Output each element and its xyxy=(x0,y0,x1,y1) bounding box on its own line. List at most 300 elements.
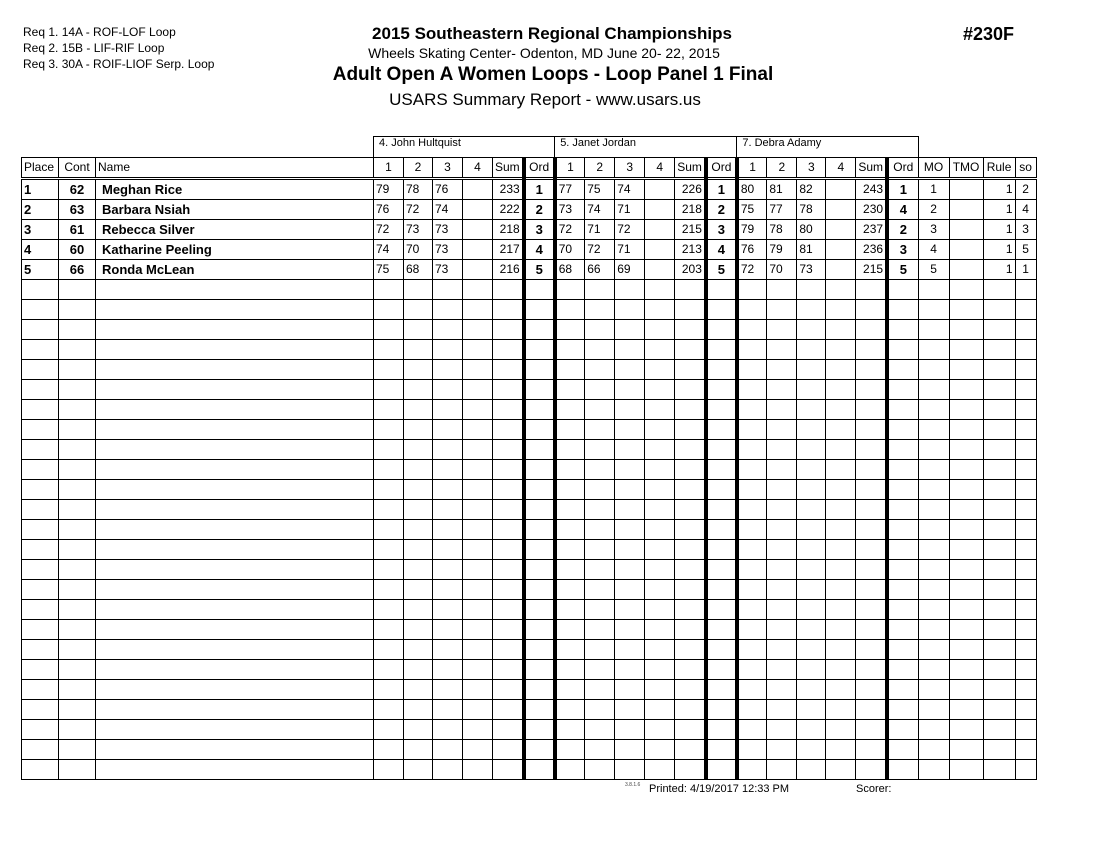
empty-cell xyxy=(585,360,615,380)
empty-cell xyxy=(374,640,404,660)
score-3-cell: 72 xyxy=(615,220,645,240)
empty-cell xyxy=(706,440,737,460)
empty-cell xyxy=(645,680,675,700)
empty-cell xyxy=(856,500,887,520)
empty-cell xyxy=(374,600,404,620)
empty-cell xyxy=(524,720,555,740)
skater-name-cell: Katharine Peeling xyxy=(96,240,374,260)
col-mo: MO xyxy=(918,158,949,179)
empty-cell xyxy=(96,440,374,460)
empty-cell xyxy=(949,360,983,380)
empty-cell xyxy=(645,600,675,620)
sum-cell: 215 xyxy=(856,260,887,280)
empty-cell xyxy=(59,520,96,540)
score-3-cell: 74 xyxy=(433,200,463,220)
score-3-cell: 73 xyxy=(433,240,463,260)
empty-cell xyxy=(856,400,887,420)
empty-cell xyxy=(374,740,404,760)
empty-cell xyxy=(706,660,737,680)
empty-cell xyxy=(856,440,887,460)
empty-cell xyxy=(433,320,463,340)
empty-cell xyxy=(856,460,887,480)
empty-cell xyxy=(555,460,585,480)
empty-cell xyxy=(887,460,918,480)
so-cell: 5 xyxy=(1015,240,1036,260)
empty-cell xyxy=(826,640,856,660)
empty-cell xyxy=(59,580,96,600)
empty-cell xyxy=(555,520,585,540)
empty-cell xyxy=(463,440,493,460)
sum-cell: 203 xyxy=(675,260,706,280)
empty-cell xyxy=(59,300,96,320)
empty-cell xyxy=(374,360,404,380)
empty-cell xyxy=(797,680,826,700)
mo-cell: 1 xyxy=(918,179,949,200)
score-1-cell: 79 xyxy=(374,179,404,200)
score-4-cell xyxy=(645,220,675,240)
score-3-cell: 82 xyxy=(797,179,826,200)
j3-col-2: 2 xyxy=(767,158,797,179)
empty-cell xyxy=(918,680,949,700)
empty-cell xyxy=(433,460,463,480)
blank-table-row xyxy=(22,300,1037,320)
score-1-cell: 72 xyxy=(374,220,404,240)
empty-cell xyxy=(493,320,524,340)
empty-cell xyxy=(96,700,374,720)
score-1-cell: 80 xyxy=(737,179,767,200)
empty-cell xyxy=(706,640,737,660)
empty-cell xyxy=(615,440,645,460)
empty-cell xyxy=(645,660,675,680)
empty-cell xyxy=(983,420,1015,440)
empty-cell xyxy=(59,360,96,380)
score-1-cell: 72 xyxy=(555,220,585,240)
empty-cell xyxy=(374,560,404,580)
column-header-row xyxy=(22,158,1037,179)
mo-cell: 2 xyxy=(918,200,949,220)
empty-cell xyxy=(493,280,524,300)
empty-cell xyxy=(433,500,463,520)
empty-cell xyxy=(797,420,826,440)
empty-cell xyxy=(949,460,983,480)
tmo-cell xyxy=(949,260,983,280)
empty-cell xyxy=(826,600,856,620)
empty-cell xyxy=(767,460,797,480)
score-4-cell xyxy=(463,220,493,240)
empty-cell xyxy=(826,380,856,400)
empty-cell xyxy=(645,760,675,780)
empty-cell xyxy=(22,700,59,720)
empty-cell xyxy=(555,280,585,300)
empty-cell xyxy=(615,640,645,660)
empty-cell xyxy=(949,480,983,500)
empty-cell xyxy=(433,740,463,760)
j2-col-2: 2 xyxy=(585,158,615,179)
empty-cell xyxy=(856,580,887,600)
empty-cell xyxy=(463,680,493,700)
empty-cell xyxy=(737,760,767,780)
empty-cell xyxy=(615,660,645,680)
score-2-cell: 74 xyxy=(585,200,615,220)
report-subtitle: USARS Summary Report - www.usars.us xyxy=(389,90,701,109)
empty-cell xyxy=(524,520,555,540)
contestant-number-cell: 61 xyxy=(59,220,96,240)
empty-cell xyxy=(96,320,374,340)
empty-cell xyxy=(585,640,615,660)
table-row xyxy=(22,220,1037,240)
empty-cell xyxy=(675,680,706,700)
empty-cell xyxy=(797,440,826,460)
empty-cell xyxy=(463,700,493,720)
empty-cell xyxy=(59,440,96,460)
empty-cell xyxy=(675,360,706,380)
empty-cell xyxy=(59,740,96,760)
empty-cell xyxy=(737,680,767,700)
score-1-cell: 74 xyxy=(374,240,404,260)
empty-cell xyxy=(524,480,555,500)
empty-cell xyxy=(826,360,856,380)
score-1-cell: 79 xyxy=(737,220,767,240)
empty-cell xyxy=(737,320,767,340)
empty-cell xyxy=(374,440,404,460)
empty-cell xyxy=(675,400,706,420)
empty-cell xyxy=(675,720,706,740)
empty-cell xyxy=(706,420,737,440)
blank-table-row xyxy=(22,760,1037,780)
empty-cell xyxy=(404,400,433,420)
empty-cell xyxy=(983,280,1015,300)
empty-cell xyxy=(555,740,585,760)
empty-cell xyxy=(615,280,645,300)
empty-cell xyxy=(59,720,96,740)
empty-cell xyxy=(433,640,463,660)
empty-cell xyxy=(493,460,524,480)
empty-cell xyxy=(615,720,645,740)
blank-table-row xyxy=(22,560,1037,580)
empty-cell xyxy=(404,380,433,400)
empty-cell xyxy=(555,540,585,560)
empty-cell xyxy=(826,720,856,740)
empty-cell xyxy=(856,600,887,620)
empty-cell xyxy=(524,340,555,360)
sum-cell: 236 xyxy=(856,240,887,260)
empty-cell xyxy=(887,680,918,700)
empty-cell xyxy=(22,340,59,360)
empty-cell xyxy=(433,540,463,560)
empty-cell xyxy=(983,520,1015,540)
score-2-cell: 72 xyxy=(585,240,615,260)
empty-cell xyxy=(887,640,918,660)
empty-cell xyxy=(1015,760,1036,780)
empty-cell xyxy=(826,700,856,720)
empty-cell xyxy=(524,620,555,640)
empty-cell xyxy=(493,340,524,360)
empty-cell xyxy=(404,300,433,320)
empty-cell xyxy=(59,700,96,720)
empty-cell xyxy=(374,300,404,320)
tmo-cell xyxy=(949,240,983,260)
empty-cell xyxy=(615,620,645,640)
score-1-cell: 77 xyxy=(555,179,585,200)
skater-name-cell: Meghan Rice xyxy=(96,179,374,200)
empty-cell xyxy=(493,660,524,680)
empty-cell xyxy=(555,360,585,380)
empty-cell xyxy=(615,700,645,720)
empty-cell xyxy=(949,340,983,360)
empty-cell xyxy=(1015,340,1036,360)
empty-cell xyxy=(706,680,737,700)
empty-cell xyxy=(983,500,1015,520)
empty-cell xyxy=(524,320,555,340)
empty-cell xyxy=(433,680,463,700)
empty-cell xyxy=(433,340,463,360)
blank-table-row xyxy=(22,440,1037,460)
empty-cell xyxy=(96,360,374,380)
empty-cell xyxy=(96,500,374,520)
empty-cell xyxy=(585,680,615,700)
empty-cell xyxy=(887,560,918,580)
empty-cell xyxy=(463,380,493,400)
empty-cell xyxy=(374,320,404,340)
score-2-cell: 78 xyxy=(404,179,433,200)
empty-cell xyxy=(983,640,1015,660)
empty-cell xyxy=(59,680,96,700)
empty-cell xyxy=(675,300,706,320)
empty-cell xyxy=(585,720,615,740)
empty-cell xyxy=(887,620,918,640)
empty-cell xyxy=(433,380,463,400)
empty-cell xyxy=(96,460,374,480)
empty-cell xyxy=(767,600,797,620)
empty-cell xyxy=(675,480,706,500)
blank-table-row xyxy=(22,520,1037,540)
empty-cell xyxy=(1015,480,1036,500)
empty-cell xyxy=(585,380,615,400)
empty-cell xyxy=(96,340,374,360)
empty-cell xyxy=(737,500,767,520)
empty-cell xyxy=(645,420,675,440)
empty-cell xyxy=(983,620,1015,640)
empty-cell xyxy=(645,360,675,380)
score-2-cell: 75 xyxy=(585,179,615,200)
score-3-cell: 76 xyxy=(433,179,463,200)
empty-cell xyxy=(59,620,96,640)
empty-cell xyxy=(615,460,645,480)
empty-cell xyxy=(463,320,493,340)
empty-cell xyxy=(22,500,59,520)
empty-cell xyxy=(96,400,374,420)
empty-cell xyxy=(493,600,524,620)
empty-cell xyxy=(555,600,585,620)
empty-cell xyxy=(918,720,949,740)
empty-cell xyxy=(1015,440,1036,460)
empty-cell xyxy=(374,700,404,720)
score-4-cell xyxy=(826,240,856,260)
empty-cell xyxy=(1015,280,1036,300)
empty-cell xyxy=(675,340,706,360)
rule-cell: 1 xyxy=(983,220,1015,240)
empty-cell xyxy=(645,700,675,720)
empty-cell xyxy=(767,640,797,660)
table-row xyxy=(22,179,1037,200)
empty-cell xyxy=(22,520,59,540)
blank-table-row xyxy=(22,640,1037,660)
empty-cell xyxy=(59,640,96,660)
j3-col-4: 4 xyxy=(826,158,856,179)
empty-cell xyxy=(887,720,918,740)
empty-cell xyxy=(615,760,645,780)
empty-cell xyxy=(1015,640,1036,660)
j2-col-sum: Sum xyxy=(675,158,706,179)
empty-cell xyxy=(404,760,433,780)
empty-cell xyxy=(645,280,675,300)
so-cell: 4 xyxy=(1015,200,1036,220)
empty-cell xyxy=(585,420,615,440)
empty-cell xyxy=(374,680,404,700)
empty-cell xyxy=(59,400,96,420)
empty-cell xyxy=(524,500,555,520)
empty-cell xyxy=(585,600,615,620)
empty-cell xyxy=(918,440,949,460)
empty-cell xyxy=(463,560,493,580)
empty-cell xyxy=(555,560,585,580)
empty-cell xyxy=(463,540,493,560)
scorer-label: Scorer: xyxy=(856,783,892,795)
empty-cell xyxy=(918,320,949,340)
empty-cell xyxy=(826,320,856,340)
score-2-cell: 77 xyxy=(767,200,797,220)
empty-cell xyxy=(645,440,675,460)
empty-cell xyxy=(404,480,433,500)
empty-cell xyxy=(706,560,737,580)
empty-cell xyxy=(1015,380,1036,400)
empty-cell xyxy=(374,540,404,560)
empty-cell xyxy=(615,400,645,420)
ordinal-cell: 4 xyxy=(524,240,555,260)
tmo-cell xyxy=(949,200,983,220)
blank-table-row xyxy=(22,340,1037,360)
empty-cell xyxy=(404,620,433,640)
empty-cell xyxy=(493,420,524,440)
empty-cell xyxy=(797,580,826,600)
empty-cell xyxy=(949,300,983,320)
empty-cell xyxy=(404,560,433,580)
empty-cell xyxy=(826,560,856,580)
empty-cell xyxy=(767,320,797,340)
empty-cell xyxy=(706,720,737,740)
empty-cell xyxy=(404,360,433,380)
empty-cell xyxy=(555,420,585,440)
sum-cell: 226 xyxy=(675,179,706,200)
empty-cell xyxy=(493,400,524,420)
blank-table-row xyxy=(22,540,1037,560)
empty-cell xyxy=(585,480,615,500)
empty-cell xyxy=(797,720,826,740)
empty-cell xyxy=(737,400,767,420)
empty-cell xyxy=(463,360,493,380)
col-tmo: TMO xyxy=(949,158,983,179)
empty-cell xyxy=(797,360,826,380)
empty-cell xyxy=(96,740,374,760)
empty-cell xyxy=(463,660,493,680)
empty-cell xyxy=(59,500,96,520)
empty-cell xyxy=(555,440,585,460)
empty-cell xyxy=(22,420,59,440)
empty-cell xyxy=(918,540,949,560)
empty-cell xyxy=(615,320,645,340)
empty-cell xyxy=(737,560,767,580)
empty-cell xyxy=(826,460,856,480)
sum-cell: 233 xyxy=(493,179,524,200)
empty-cell xyxy=(615,480,645,500)
empty-cell xyxy=(22,460,59,480)
empty-cell xyxy=(555,580,585,600)
skater-name-cell: Rebecca Silver xyxy=(96,220,374,240)
empty-cell xyxy=(493,520,524,540)
j2-col-ord: Ord xyxy=(706,158,737,179)
ordinal-cell: 5 xyxy=(524,260,555,280)
empty-cell xyxy=(22,660,59,680)
empty-cell xyxy=(615,300,645,320)
empty-cell xyxy=(645,640,675,660)
empty-cell xyxy=(856,480,887,500)
empty-cell xyxy=(949,700,983,720)
empty-cell xyxy=(433,580,463,600)
empty-cell xyxy=(404,440,433,460)
empty-cell xyxy=(555,320,585,340)
score-3-cell: 73 xyxy=(433,220,463,240)
empty-cell xyxy=(767,300,797,320)
empty-cell xyxy=(856,700,887,720)
empty-cell xyxy=(675,500,706,520)
empty-cell xyxy=(22,540,59,560)
sum-cell: 213 xyxy=(675,240,706,260)
empty-cell xyxy=(1015,320,1036,340)
empty-cell xyxy=(949,740,983,760)
empty-cell xyxy=(737,520,767,540)
empty-cell xyxy=(706,600,737,620)
empty-cell xyxy=(59,380,96,400)
empty-cell xyxy=(737,380,767,400)
empty-cell xyxy=(524,540,555,560)
empty-cell xyxy=(797,340,826,360)
empty-cell xyxy=(404,320,433,340)
empty-cell xyxy=(983,360,1015,380)
rule-cell: 1 xyxy=(983,240,1015,260)
empty-cell xyxy=(675,740,706,760)
score-2-cell: 79 xyxy=(767,240,797,260)
empty-cell xyxy=(555,500,585,520)
empty-cell xyxy=(767,340,797,360)
empty-cell xyxy=(767,440,797,460)
empty-cell xyxy=(22,320,59,340)
empty-cell xyxy=(797,480,826,500)
empty-cell xyxy=(374,380,404,400)
empty-cell xyxy=(645,520,675,540)
empty-cell xyxy=(918,420,949,440)
empty-cell xyxy=(22,440,59,460)
ordinal-cell: 4 xyxy=(887,200,918,220)
empty-cell xyxy=(615,420,645,440)
empty-cell xyxy=(1015,620,1036,640)
empty-cell xyxy=(856,380,887,400)
empty-cell xyxy=(524,760,555,780)
empty-cell xyxy=(675,520,706,540)
empty-cell xyxy=(555,380,585,400)
col-place: Place xyxy=(22,158,59,179)
empty-cell xyxy=(615,600,645,620)
empty-cell xyxy=(737,420,767,440)
